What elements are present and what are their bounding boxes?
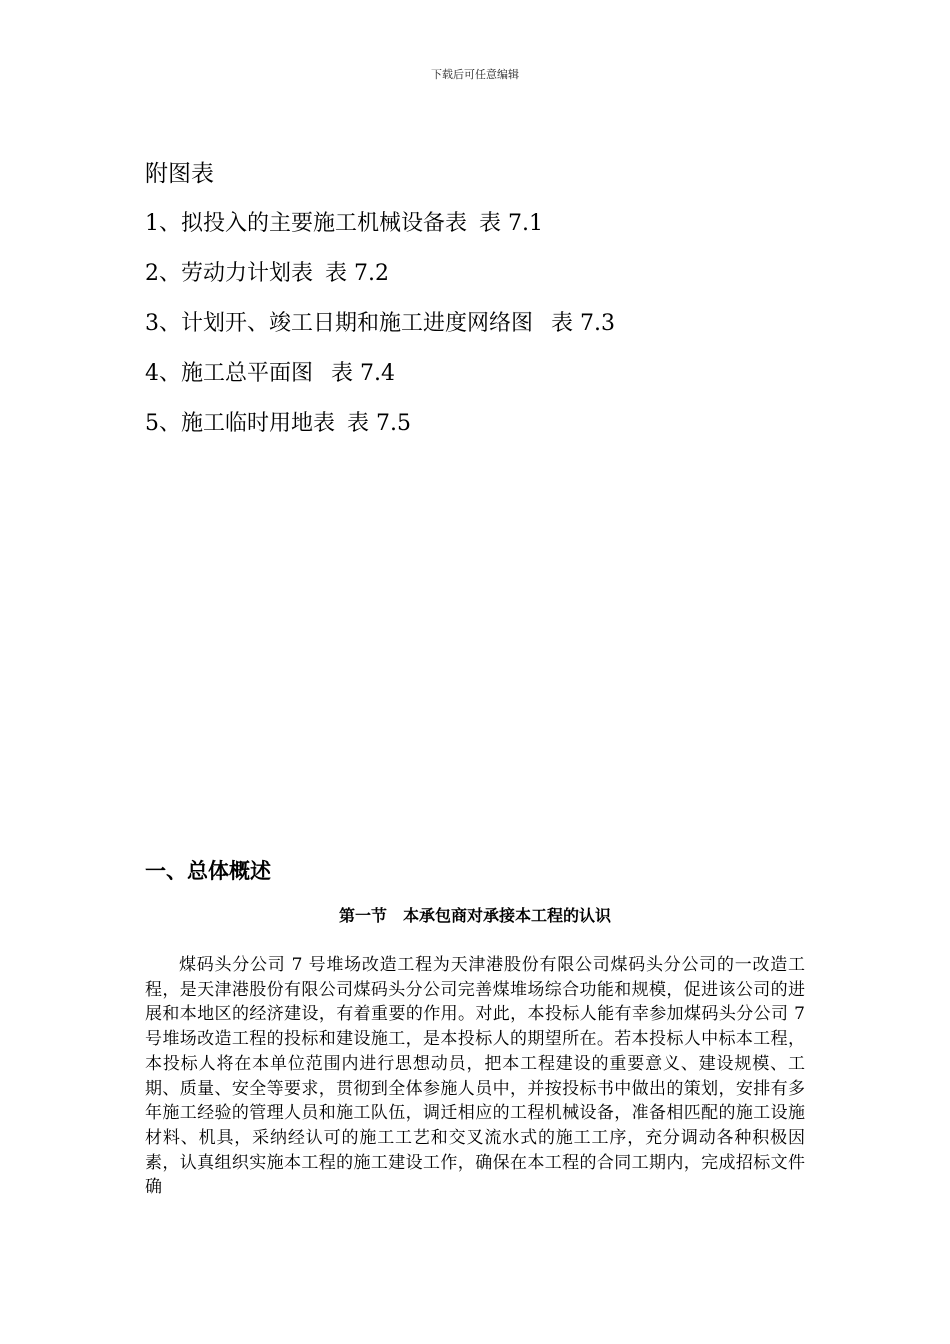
header-note: 下载后可任意编辑 [431,68,519,81]
toc-item-label: 5、施工临时用地表 [145,411,335,436]
toc-item-ref: 表 7.2 [325,261,389,286]
toc-item-label: 4、施工总平面图 [145,361,313,386]
section-heading: 一、总体概述 [145,859,271,883]
subsection-number: 第一节 [338,906,387,925]
toc-item [145,307,615,357]
toc-item [145,207,615,257]
subsection-title: 本承包商对承接本工程的认识 [403,906,612,925]
toc-item-label: 1、拟投入的主要施工机械设备表 [145,211,467,236]
toc-title: 附图表 [145,161,214,187]
body-paragraph: 煤码头分公司 7 号堆场改造工程为天津港股份有限公司煤码头分公司的一改造工程，是天津港股份有限公司煤码头分公司完善煤堆场综合功能和规模，促进该公司的进展和本地区的经济建设，有着重要的作用。对此，本投标人能有幸参加煤码头分公司 7 号堆场改造工程的投标和建设施工，是本投标人的期望所在。若本投标人中标本工程，本投标人将在本单位范围内进行思想动员，把本工程建设的重要意义、建设规模、工期、质量、安全等要求，贯彻到全体参施人员中，并按投标书中做出的策划，安排有多年施工经验的管理人员和施工队伍，调迁相应的工程机械设备，准备相匹配的施工设施材料、机具，采纳经认可的施工工艺和交叉流水式的施工工序，充分调动各种积极因素，认真组织实施本工程的施工建设工作，确保在本工程的合同工期内，完成招标文件确 [145,955,805,1198]
toc-list [145,207,615,457]
toc-item-ref: 表 7.3 [551,311,615,336]
toc-item-ref: 表 7.1 [479,211,543,236]
toc-item [145,407,615,457]
subsection-heading [0,903,950,929]
toc-item-ref: 表 7.5 [347,411,411,436]
toc-item-ref: 表 7.4 [331,361,395,386]
toc-item [145,257,615,307]
toc-item-label: 3、计划开、竣工日期和施工进度网络图 [145,311,533,336]
toc-item-label: 2、劳动力计划表 [145,261,313,286]
toc-item [145,357,615,407]
